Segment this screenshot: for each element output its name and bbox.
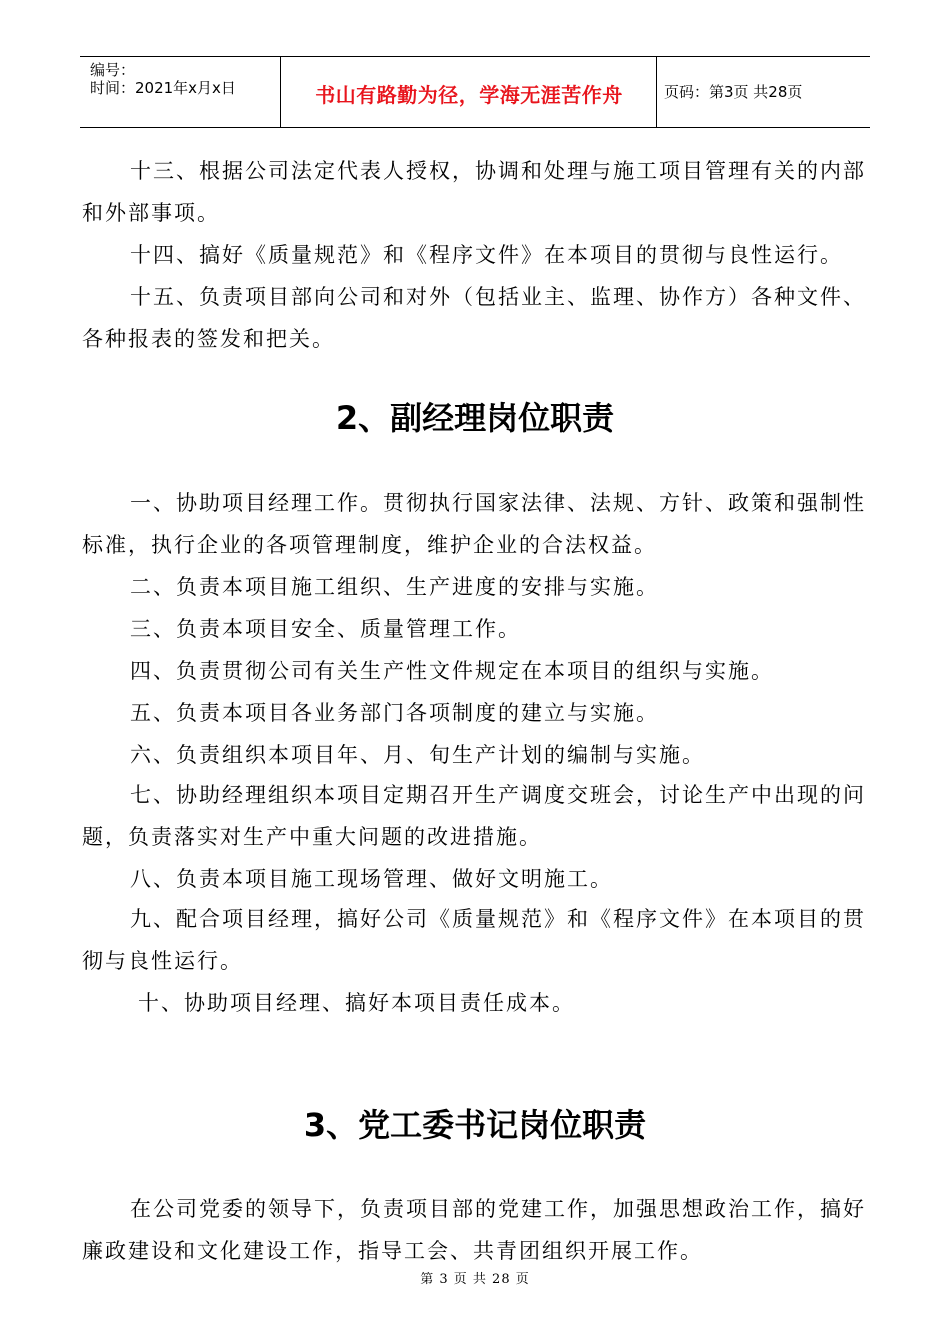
section-3-body: 在公司党委的领导下，负责项目部的党建工作，加强思想政治工作，搞好廉政建设和文化建设工作，指导工会、共青团组织开展工作。 [82,1197,866,1263]
section-2-item-9: 九、配合项目经理，搞好公司《质量规范》和《程序文件》在本项目的贯彻与良性运行。 [82,907,866,973]
section-2-item-7: 七、协助经理组织本项目定期召开生产调度交班会，讨论生产中出现的问题，负责落实对生产中重大问题的改进措施。 [82,783,866,849]
section-2-item-5: 五、负责本项目各业务部门各项制度的建立与实施。 [130,701,659,725]
header-meta [90,61,280,97]
paragraph-13: 十三、根据公司法定代表人授权，协调和处理与施工项目管理有关的内部和外部事项。 [82,159,866,225]
header-divider [656,57,657,127]
header-page-info: 页码：第3页 共28页 [664,83,803,101]
section-2-item-4: 四、负责贯彻公司有关生产性文件规定在本项目的组织与实施。 [130,659,774,683]
header-motto: 书山有路勤为径，学海无涯苦作舟 [315,83,623,107]
date-label: 时间：2021年x月x日 [90,79,236,97]
paragraph-14: 十四、搞好《质量规范》和《程序文件》在本项目的贯彻与良性运行。 [130,243,843,267]
section-2-item-8: 八、负责本项目施工现场管理、做好文明施工。 [130,867,613,891]
section-3-title: 3、党工委书记岗位职责 [303,1106,647,1144]
paragraph-15: 十五、负责项目部向公司和对外（包括业主、监理、协作方）各种文件、各种报表的签发和把关。 [82,285,866,351]
page-footer: 第 3 页 共 28 页 [420,1272,530,1287]
document-header [80,56,870,128]
section-2-item-3: 三、负责本项目安全、质量管理工作。 [130,617,521,641]
section-2-item-2: 二、负责本项目施工组织、生产进度的安排与实施。 [130,575,659,599]
section-2-title: 2、副经理岗位职责 [335,399,615,437]
serial-number-label: 编号： [90,61,136,79]
header-divider [280,57,281,127]
section-2-item-1: 一、协助项目经理工作。贯彻执行国家法律、法规、方针、政策和强制性标准，执行企业的各项管理制度，维护企业的合法权益。 [82,491,866,557]
section-2-item-6: 六、负责组织本项目年、月、旬生产计划的编制与实施。 [130,743,705,767]
section-2-item-10: 十、协助项目经理、搞好本项目责任成本。 [138,991,575,1015]
